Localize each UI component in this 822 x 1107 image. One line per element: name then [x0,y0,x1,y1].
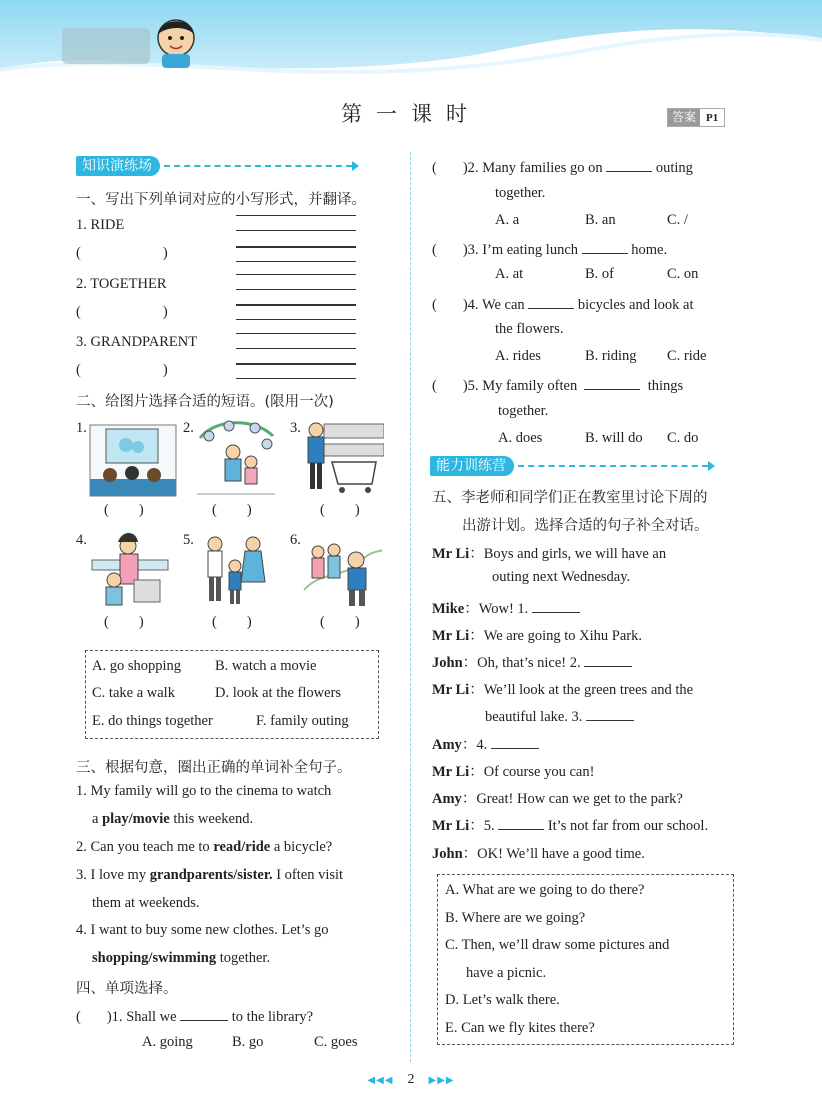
badge-label: 能力训练营 [430,456,514,476]
s4-q3: ( )3. I’m eating lunch home. [432,239,667,259]
header-wave-banner [0,0,822,90]
s4-q4-opt-c[interactable]: C. ride [667,348,707,364]
s3-q1-line2: a play/movie this weekend. [92,811,254,827]
s4-q2-blank[interactable] [606,157,652,172]
dialogue-blank-2[interactable] [584,652,632,667]
pic-num-2: 2. [183,420,194,436]
next-arrows-icon: ▶▶▶ [428,1075,455,1086]
s3-q2: 2. Can you teach me to read/ride a bicycle? [76,839,333,855]
answer-label: 答案 [668,109,700,126]
picture-do-things-together [88,530,170,610]
s4-q1-opt-c[interactable]: C. goes [314,1034,358,1050]
s4-q2-line2: together. [495,185,546,201]
dialogue-line-5: Mr Li：We’ll look at the green trees and the [432,682,694,698]
dialogue-blank-1[interactable] [532,598,580,613]
s4-q4-line2: the flowers. [495,321,564,337]
s4-q4-line1: ( )4. We can bicycles and look at [432,294,693,314]
page-footer [0,1072,822,1088]
badge-label: 知识演练场 [76,156,160,176]
s3-q3-line2: them at weekends. [92,895,200,911]
dialogue-blank-3[interactable] [586,706,634,721]
pic-num-5: 5. [183,532,194,548]
s3-q3-line1: 3. I love my grandparents/sister. I often visit [76,867,344,883]
pic-num-6: 6. [290,532,301,548]
s4-q3-blank[interactable] [582,239,628,254]
picture-look-at-flowers [195,418,277,498]
page-title: 第一课时 [341,102,481,126]
prev-arrows-icon: ◀◀◀ [367,1075,394,1086]
section-1-heading: 一、写出下列单词对应的小写形式，并翻译。 [76,192,366,208]
column-divider [410,152,411,1062]
s4-q1-opt-b[interactable]: B. go [232,1034,264,1050]
s4-q5-opt-b[interactable]: B. will do [585,430,643,446]
s4-q5-opt-c[interactable]: C. do [667,430,699,446]
pic-num-4: 4. [76,532,87,548]
s3-q4-line2: shopping/swimming together. [92,950,271,966]
dialogue-blank-5[interactable] [498,815,544,830]
section-4-heading: 四、单项选择。 [76,981,178,997]
sentence-option-c-cont: have a picnic. [466,965,547,981]
badge-arrow-icon [352,161,359,171]
s4-q4-opt-b[interactable]: B. riding [585,348,637,364]
s4-q5-line2: together. [498,403,549,419]
phrase-option-b: B. watch a movie [215,658,317,674]
phrase-option-f: F. family outing [256,713,349,729]
s4-q4-blank[interactable] [528,294,574,309]
section-badge-ability [430,455,745,477]
s4-q5-opt-a[interactable]: A. does [498,430,543,446]
dialogue-line-9: Mr Li：5. It’s not far from our school. [432,814,708,835]
phrase-option-e: E. do things together [92,713,213,729]
phrase-option-c: C. take a walk [92,685,175,701]
dialogue-line-3: Mr Li：We are going to Xihu Park. [432,628,642,644]
answer-page-ref: P1 [706,111,719,124]
section-5-heading-line1: 五、李老师和同学们正在教室里讨论下周的 [432,490,708,506]
badge-dashed-line [518,465,708,467]
picture-family-outing [302,530,384,610]
dialogue-line-1: Mr Li：Boys and girls, we will have an [432,546,667,562]
sentence-option-a: A. What are we going to do there? [445,882,645,898]
dialogue-line-10: John：OK! We’ll have a good time. [432,846,645,862]
dialogue-line-8: Amy：Great! How can we get to the park? [432,791,683,807]
s1-paren-1: ( ) [76,245,168,261]
sentence-option-c: C. Then, we’ll draw some pictures and [445,937,670,953]
picture-watch-movie [88,423,178,498]
dialogue-line-4: John：Oh, that’s nice! 2. [432,651,632,672]
pic-answer-2[interactable]: ( ) [212,502,252,518]
s1-item-3: 3. GRANDPARENT [76,334,198,350]
s1-paren-2: ( ) [76,304,168,320]
pic-num-1: 1. [76,420,87,436]
dialogue-line-1b: outing next Wednesday. [492,569,631,585]
pic-answer-1[interactable]: ( ) [104,502,144,518]
dialogue-blank-4[interactable] [491,734,539,749]
pic-answer-3[interactable]: ( ) [320,502,360,518]
s4-q3-opt-a[interactable]: A. at [495,266,524,282]
s4-q5-blank[interactable] [584,375,640,390]
s1-item-1: 1. RIDE [76,217,125,233]
s3-q1-line1: 1. My family will go to the cinema to watch [76,783,332,799]
s4-q2-opt-b[interactable]: B. an [585,212,616,228]
dialogue-line-5b: beautiful lake. 3. [485,706,634,726]
dialogue-line-2: Mike：Wow! 1. [432,597,580,618]
page-number: 2 [407,1072,415,1087]
badge-arrow-icon [708,461,715,471]
s4-q3-opt-b[interactable]: B. of [585,266,614,282]
s3-q1-choice[interactable]: play/movie [102,811,170,827]
picture-go-shopping [302,418,384,498]
pic-answer-6[interactable]: ( ) [320,614,360,630]
picture-take-a-walk [195,530,277,610]
section-3-heading: 三、根据句意，圈出正确的单词补全句子。 [76,760,352,776]
section-2-heading: 二、给图片选择合适的短语。(限用一次) [76,394,334,410]
s4-q2-opt-c[interactable]: C. / [667,212,688,228]
s3-q2-choice[interactable]: read/ride [213,839,271,855]
s1-item-2: 2. TOGETHER [76,276,167,292]
sentence-option-b: B. Where are we going? [445,910,586,926]
s4-q1-opt-a[interactable]: A. going [142,1034,193,1050]
s4-q5-line1: ( )5. My family often things [432,375,683,395]
s4-q2-line1: ( )2. Many families go on outing [432,157,693,177]
dialogue-line-7: Mr Li：Of course you can! [432,764,595,780]
phrase-option-a: A. go shopping [92,658,182,674]
dialogue-line-6: Amy：4. [432,733,539,754]
s4-q1: ( )1. Shall we to the library? [76,1006,313,1026]
pic-answer-4[interactable]: ( ) [104,614,144,630]
s4-q3-opt-c[interactable]: C. on [667,266,699,282]
s3-q3-choice[interactable]: grandparents/sister. [149,867,273,883]
pic-answer-5[interactable]: ( ) [212,614,252,630]
s4-q1-blank[interactable] [180,1006,228,1021]
pic-num-3: 3. [290,420,301,436]
badge-dashed-line [164,165,352,167]
sentence-option-e: E. Can we fly kites there? [445,1020,595,1036]
section-5-heading-line2: 出游计划。选择合适的句子补全对话。 [462,518,709,534]
answer-page-tag[interactable] [667,108,725,127]
s3-q4-line1: 4. I want to buy some new clothes. Let’s go [76,922,329,938]
s1-paren-3: ( ) [76,362,168,378]
s3-q4-choice[interactable]: shopping/swimming [92,950,217,966]
sentence-option-d: D. Let’s walk there. [445,992,560,1008]
s4-q2-opt-a[interactable]: A. a [495,212,520,228]
section-badge-knowledge [76,155,386,177]
phrase-option-d: D. look at the flowers [215,685,342,701]
s4-q4-opt-a[interactable]: A. rides [495,348,541,364]
